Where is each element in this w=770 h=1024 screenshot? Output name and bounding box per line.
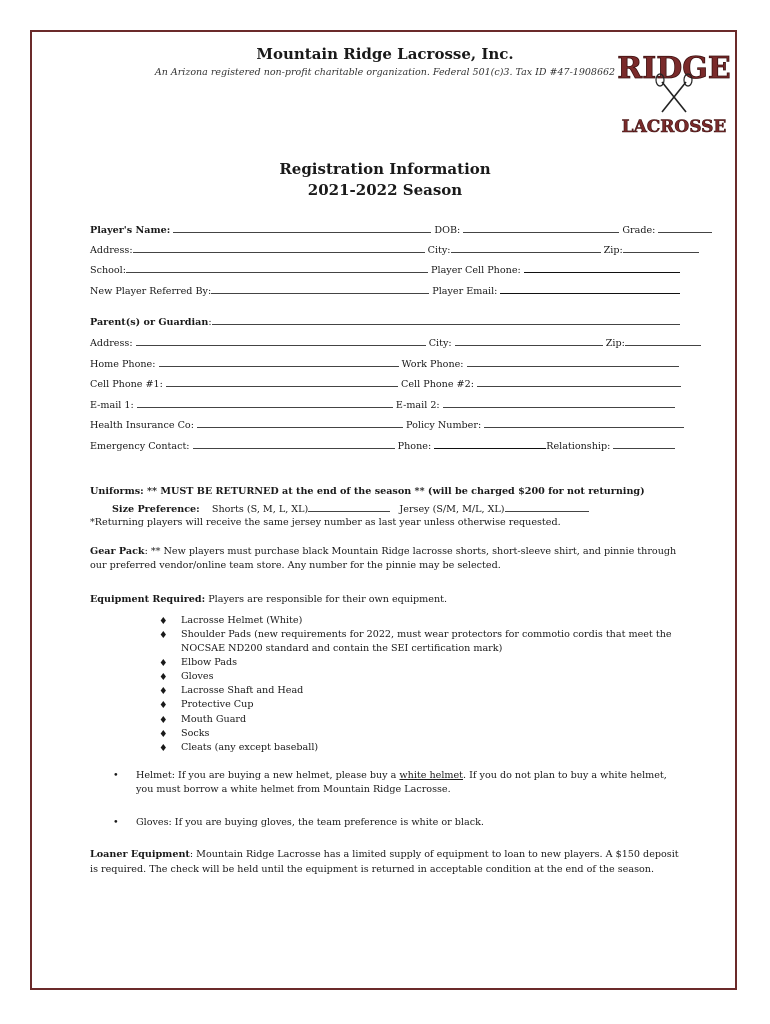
- logo-ridge-text: RIDGE: [617, 51, 731, 86]
- bullet-icon: ♦: [159, 630, 168, 641]
- school-row: [90, 263, 680, 276]
- size-preference-label: Size Preference:: [112, 504, 200, 515]
- loaner-line-1: [90, 849, 679, 860]
- email-row: [90, 398, 675, 411]
- policy-number-label: Policy Number:: [406, 420, 482, 431]
- bullet-icon: ♦: [159, 672, 168, 683]
- dob-field[interactable]: [463, 223, 619, 233]
- jersey-size-field[interactable]: [505, 502, 589, 512]
- gloves-note: Gloves: If you are buying gloves, the team preference is white or black.: [136, 817, 484, 828]
- email-2-field[interactable]: [443, 398, 675, 408]
- bullet-icon: ♦: [159, 616, 168, 627]
- player-name-field[interactable]: [173, 223, 431, 233]
- player-city-field[interactable]: [451, 243, 601, 253]
- equipment-item-continuation: NOCSAE ND200 standard and contain the SEI certification mark): [181, 643, 503, 654]
- insurance-label: Health Insurance Co:: [90, 420, 194, 431]
- equipment-item: Mouth Guard: [181, 714, 247, 725]
- player-address-label: Address:: [90, 245, 133, 256]
- parent-address-label: Address:: [90, 338, 133, 349]
- equipment-item: Elbow Pads: [181, 657, 238, 668]
- equipment-item: Socks: [181, 728, 210, 739]
- cell-row: [90, 377, 681, 390]
- home-phone-label: Home Phone:: [90, 359, 156, 370]
- emergency-row: [90, 439, 675, 452]
- player-cell-field[interactable]: [524, 263, 680, 273]
- equipment-heading: [90, 594, 447, 605]
- emergency-contact-label: Emergency Contact:: [90, 441, 190, 452]
- parent-address-row: [90, 336, 701, 349]
- logo-lacrosse-text: LACROSSE: [621, 117, 727, 137]
- gear-pack-text: : ** New players must purchase black Mountain Ridge lacrosse shorts, short-sleeve shirt, and pinnie through: [144, 546, 677, 557]
- player-name-label: Player's Name:: [90, 225, 171, 236]
- home-phone-field[interactable]: [159, 357, 399, 367]
- equipment-item: Shoulder Pads (new requirements for 2022, must wear protectors for commotio cordis that meet the: [181, 629, 672, 640]
- insurance-row: [90, 418, 684, 431]
- equipment-text: Players are responsible for their own equipment.: [205, 594, 448, 605]
- ridge-lacrosse-logo: [617, 44, 731, 137]
- bullet-icon: ♦: [159, 700, 168, 711]
- cell-phone-1-field[interactable]: [166, 377, 398, 387]
- gear-pack-label: Gear Pack: [90, 546, 145, 557]
- parent-zip-field[interactable]: [625, 336, 701, 346]
- loaner-text: : Mountain Ridge Lacrosse has a limited supply of equipment to loan to new players. A $150 deposit: [189, 849, 679, 860]
- loaner-line-2: is required. The check will be held until the equipment is returned in acceptable condition at the end of the season.: [90, 864, 654, 875]
- bullet-icon: ♦: [159, 686, 168, 697]
- equipment-item: Protective Cup: [181, 699, 254, 710]
- cell-phone-2-field[interactable]: [477, 377, 681, 387]
- equipment-label: Equipment Required:: [90, 594, 206, 605]
- work-phone-label: Work Phone:: [401, 359, 464, 370]
- organization-name: Mountain Ridge Lacrosse, Inc.: [256, 45, 514, 63]
- player-email-field[interactable]: [500, 284, 680, 294]
- policy-number-field[interactable]: [484, 418, 684, 428]
- work-phone-field[interactable]: [467, 357, 679, 367]
- parent-city-label: City:: [428, 338, 452, 349]
- dob-label: DOB:: [434, 225, 461, 236]
- helmet-note-line-1: [136, 770, 667, 781]
- dot-bullet-icon: •: [113, 770, 119, 781]
- registration-title: Registration Information: [279, 160, 491, 178]
- parent-address-field[interactable]: [136, 336, 426, 346]
- grade-label: Grade:: [622, 225, 656, 236]
- parent-city-field[interactable]: [455, 336, 603, 346]
- equipment-item: Cleats (any except baseball): [181, 742, 319, 753]
- bullet-icon: ♦: [159, 715, 168, 726]
- email-2-label: E-mail 2:: [395, 400, 440, 411]
- emergency-phone-field[interactable]: [434, 439, 546, 449]
- referred-by-field[interactable]: [211, 284, 429, 294]
- equipment-item: Gloves: [181, 671, 214, 682]
- bullet-icon: ♦: [159, 743, 168, 754]
- player-cell-label: Player Cell Phone:: [431, 265, 521, 276]
- grade-field[interactable]: [658, 223, 712, 233]
- loaner-label: Loaner Equipment: [90, 849, 190, 860]
- player-address-row: [90, 243, 699, 256]
- school-label: School:: [90, 265, 126, 276]
- season-title: 2021-2022 Season: [307, 181, 463, 199]
- gear-pack-line-1: [90, 546, 676, 557]
- emergency-phone-label: Phone:: [397, 441, 432, 452]
- shorts-size-label: Shorts (S, M, L, XL): [211, 504, 309, 515]
- insurance-field[interactable]: [197, 418, 403, 428]
- gear-pack-line-2: our preferred vendor/online team store. Any number for the pinnie may be selected.: [90, 560, 501, 571]
- relationship-field[interactable]: [613, 439, 675, 449]
- white-helmet-emphasis: white helmet: [399, 770, 464, 781]
- player-zip-label: Zip:: [603, 245, 623, 256]
- equipment-item: Lacrosse Helmet (White): [181, 615, 303, 626]
- school-field[interactable]: [126, 263, 428, 273]
- organization-tagline: An Arizona registered non-profit charitable organization. Federal 501(c)3. Tax ID #47-1908662: [154, 67, 616, 78]
- returning-note: *Returning players will receive the same jersey number as last year unless otherwise requested.: [90, 517, 561, 528]
- helmet-note-text: Helmet: If you are buying a new helmet, please buy a: [136, 770, 400, 781]
- parent-name-row: Parent(s) or Guardian:: [90, 315, 680, 328]
- email-1-label: E-mail 1:: [90, 400, 134, 411]
- cell-phone-2-label: Cell Phone #2:: [401, 379, 474, 390]
- email-1-field[interactable]: [137, 398, 393, 408]
- bullet-icon: ♦: [159, 658, 168, 669]
- parent-name-field[interactable]: [212, 315, 680, 325]
- player-address-field[interactable]: [133, 243, 425, 253]
- helmet-note-text-end: . If you do not plan to buy a white helmet,: [463, 770, 667, 781]
- size-preference-row: [112, 502, 589, 515]
- dot-bullet-icon: •: [113, 817, 119, 828]
- shorts-size-field[interactable]: [308, 502, 390, 512]
- helmet-note-line-2: you must borrow a white helmet from Mountain Ridge Lacrosse.: [136, 784, 451, 795]
- player-email-label: Player Email:: [432, 286, 498, 297]
- player-zip-field[interactable]: [623, 243, 699, 253]
- cell-phone-1-label: Cell Phone #1:: [90, 379, 163, 390]
- parent-zip-label: Zip:: [605, 338, 625, 349]
- uniforms-heading: Uniforms: ** MUST BE RETURNED at the end of the season ** (will be charged $200 for not returning): [90, 486, 645, 497]
- relationship-label: Relationship:: [546, 441, 611, 452]
- equipment-item: Lacrosse Shaft and Head: [181, 685, 304, 696]
- emergency-contact-field[interactable]: [193, 439, 395, 449]
- bullet-icon: ♦: [159, 729, 168, 740]
- player-name-row: [90, 223, 712, 236]
- phone-row: [90, 357, 679, 370]
- parent-name-label: Parent(s) or Guardian: [90, 317, 209, 328]
- player-city-label: City:: [427, 245, 451, 256]
- referred-by-label: New Player Referred By:: [90, 286, 212, 297]
- jersey-size-label: Jersey (S/M, M/L, XL): [399, 504, 505, 515]
- referred-row: [90, 284, 680, 297]
